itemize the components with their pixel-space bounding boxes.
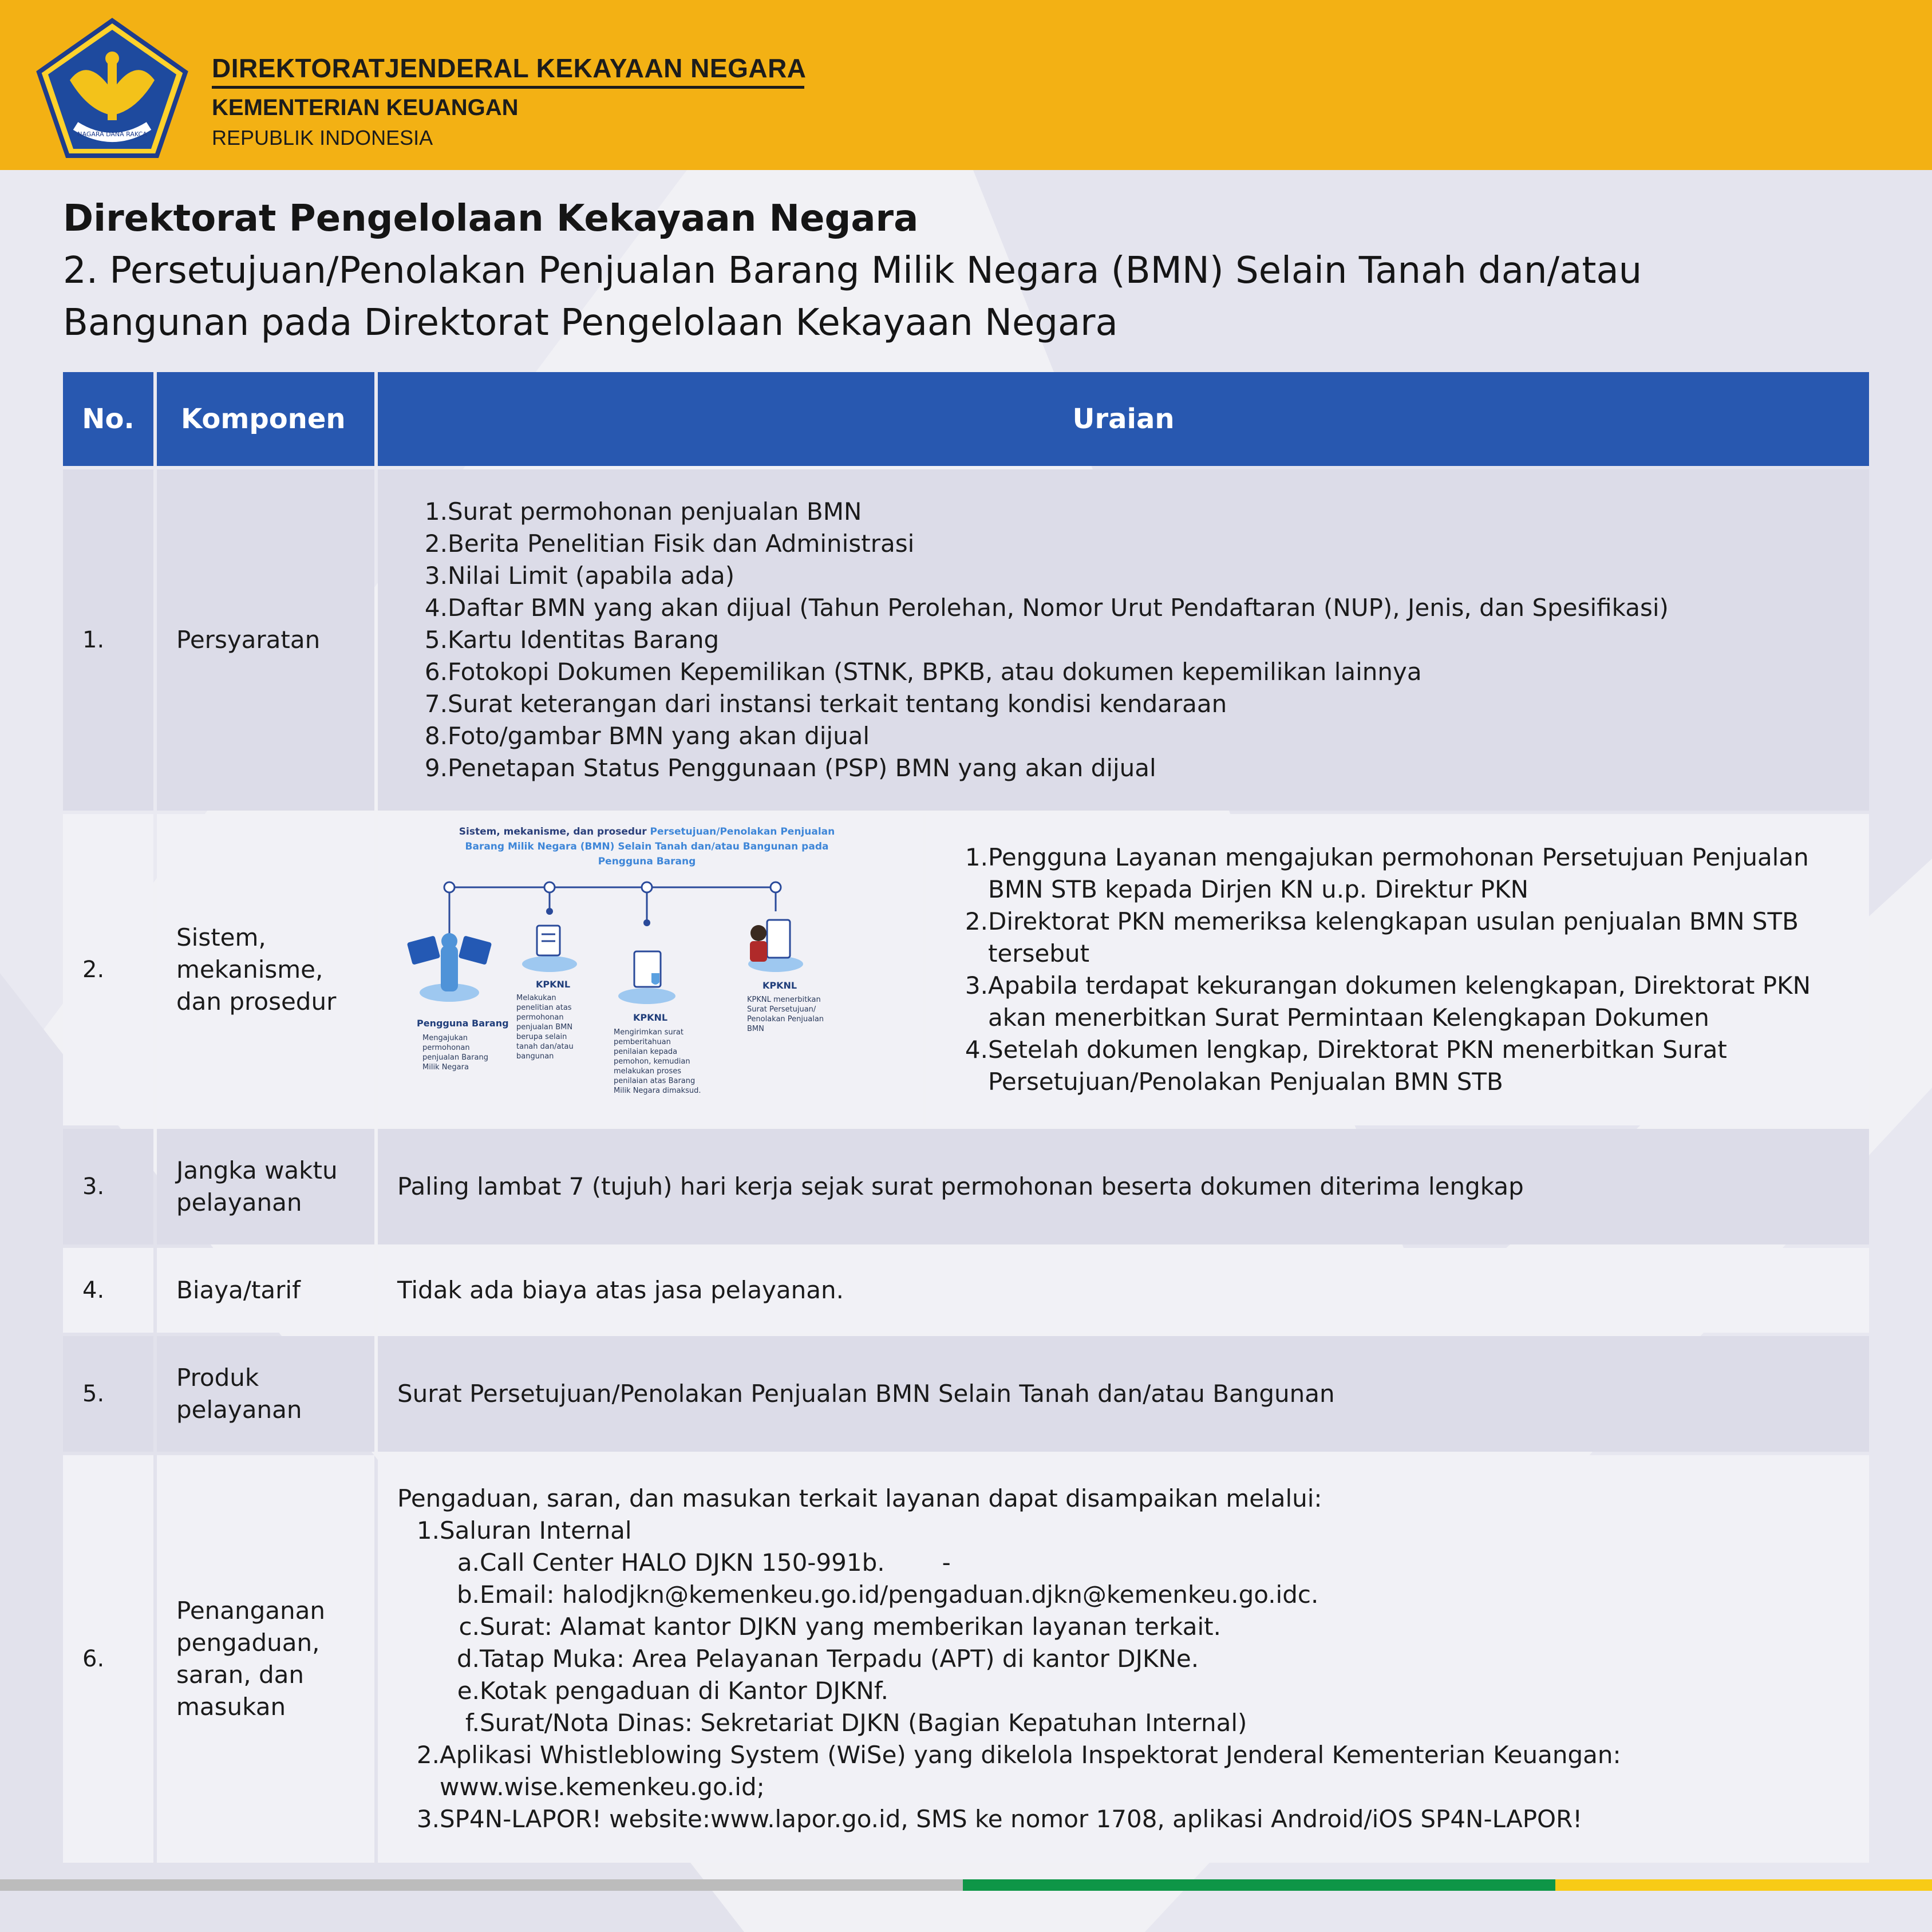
service-table [63,372,1869,1863]
list-item: b. Email: halodjkn@kemenkeu.go.id/pengaduan.djkn@kemenkeu.go.idc. [456,1581,1319,1609]
row-number: 5. [63,1336,153,1452]
complaint-channels [397,1483,1621,1835]
list-item: 5. Kartu Identitas Barang [424,626,720,654]
row-number: 2. [63,814,153,1125]
list-item: 9. Penetapan Status Penggunaan (PSP) BMN yang akan dijual [424,754,1156,782]
step2-label: KPKNL [536,979,571,990]
footer-bar-green [963,1879,1555,1891]
list-item: 8. Foto/gambar BMN yang akan dijual [424,722,870,750]
row-number: 3. [63,1129,153,1244]
step1-label: Pengguna Barang [417,1018,509,1029]
step1-text: Mengajukan permohonan penjualan Barang Milik Negara [422,1034,488,1072]
process-diagram [378,814,923,1125]
diagram-title: Sistem, mekanisme, dan prosedur Persetujuan/Penolakan Penjualan Barang Milik Negara (BMN) Selain Tanah dan/atau Bangunan pada Pengguna Barang [459,826,835,867]
row-komponen: Penanganan pengaduan, saran, dan masukan [157,1455,374,1863]
list-item: 1. Saluran Internal [416,1516,632,1544]
header-uraian: Uraian [378,372,1869,466]
procedure-list [926,814,1869,1125]
row-uraian: Surat Persetujuan/Penolakan Penjualan BMN Selain Tanah dan/atau Bangunan [378,1336,1869,1452]
org-name-underline [212,86,804,89]
row-uraian: Paling lambat 7 (tujuh) hari kerja sejak surat permohonan beserta dokumen diterima lengkap [378,1129,1869,1244]
org-name-line2: KEMENTERIAN KEUANGAN [212,95,519,120]
requirements-list [397,496,1669,784]
list-item: 3. Apabila terdapat kekurangan dokumen kelengkapan, Direktorat PKN akan menerbitkan Surat Permintaan Kelengkapan Dokumen [965,971,1811,1032]
row-uraian [378,814,1869,1125]
table-header-row [63,372,1869,466]
step3-label: KPKNL [633,1012,668,1023]
row-uraian [378,469,1869,811]
complaint-intro: Pengaduan, saran, dan masukan terkait layanan dapat disampaikan melalui: [397,1484,1322,1512]
row-komponen: Jangka waktu pelayanan [157,1129,374,1244]
list-item: e. Kotak pengaduan di Kantor DJKNf. [457,1677,888,1705]
kemenkeu-logo [35,17,189,159]
list-item: 1. Pengguna Layanan mengajukan permohonan Persetujuan Penjualan BMN STB kepada Dirjen KN u.p. Direktur PKN [965,843,1809,903]
row-uraian: Tidak ada biaya atas jasa pelayanan. [378,1248,1869,1333]
header-banner [0,0,1932,170]
list-item: 4. Setelah dokumen lengkap, Direktorat PKN menerbitkan Surat Persetujuan/Penolakan Penjualan BMN STB [965,1036,1727,1096]
row-komponen: Persyaratan [157,469,374,811]
page-title: Direktorat Pengelolaan Kekayaan Negara [63,197,919,240]
row-komponen: Produk pelayanan [157,1336,374,1452]
step2-text: Melakukan penelitian atas permohonan penjualan BMN berupa selain tanah dan/atau bangunan [516,994,574,1061]
table-row [63,469,1869,811]
row-number: 6. [63,1455,153,1863]
wise-url[interactable]: www.wise.kemenkeu.go.id; [440,1773,765,1801]
list-item: 3. Nilai Limit (apabila ada) [424,562,735,590]
footer-bar-yellow [1555,1879,1932,1891]
list-item: a. Call Center HALO DJKN 150-991b. - [457,1548,951,1577]
row-number: 1. [63,469,153,811]
list-item: 2. Direktorat PKN memeriksa kelengkapan usulan penjualan BMN STB tersebut [965,907,1799,967]
table-row [63,814,1869,1125]
step4-text: KPKNL menerbitkan Surat Persetujuan/ Penolakan Penjualan BMN [747,995,824,1033]
list-item: 7. Surat keterangan dari instansi terkait tentang kondisi kendaraan [424,690,1227,718]
row-number: 4. [63,1248,153,1333]
step4-label: KPKNL [762,980,797,991]
header-komponen: Komponen [157,372,374,466]
row-uraian [378,1455,1869,1863]
row-komponen: Sistem, mekanisme, dan prosedur [157,814,374,1125]
table-row [63,1336,1869,1452]
list-item: f. Surat/Nota Dinas: Sekretariat DJKN (Bagian Kepatuhan Internal) [465,1709,1247,1737]
row-komponen: Biaya/tarif [157,1248,374,1333]
org-name-line3: REPUBLIK INDONESIA [212,126,433,149]
logo-text: NAGARA DANA RAKCA [77,131,147,138]
list-item: 6. Fotokopi Dokumen Kepemilikan (STNK, BPKB, atau dokumen kepemilikan lainnya [424,658,1422,686]
footer-bar-gray [0,1879,963,1891]
table-row [63,1455,1869,1863]
table-row [63,1129,1869,1244]
list-item: 3. SP4N-LAPOR! website:www.lapor.go.id, SMS ke nomor 1708, aplikasi Android/iOS SP4N-LAPOR! [416,1805,1583,1833]
list-item: 1. Surat permohonan penjualan BMN [424,497,862,526]
header-no: No. [63,372,153,466]
table-row [63,1248,1869,1333]
list-item: 4. Daftar BMN yang akan dijual (Tahun Perolehan, Nomor Urut Pendaftaran (NUP), Jenis, dan Spesifikasi) [424,594,1669,622]
list-item: c. Surat: Alamat kantor DJKN yang memberikan layanan terkait. [459,1613,1221,1641]
list-item: 2. Aplikasi Whistleblowing System (WiSe) yang dikelola Inspektorat Jenderal Kementerian Keuangan: www.wise.kemenkeu.go.id; [416,1741,1621,1801]
page-subtitle: 2. Persetujuan/Penolakan Penjualan Barang Milik Negara (BMN) Selain Tanah dan/atau Bangunan pada Direktorat Pengelolaan Kekayaan Negara [63,250,1642,344]
step3-text: Mengirimkan surat pemberitahuan penilaian kepada pemohon, kemudian melakukan proses penilaian atas Barang Milik Negara dimaksud. [614,1028,701,1095]
list-item: 2. Berita Penelitian Fisik dan Administrasi [424,530,915,558]
org-name-line1: DIREKTORATJENDERAL KEKAYAAN NEGARA [212,53,807,83]
list-item: d. Tatap Muka: Area Pelayanan Terpadu (APT) di kantor DJKNe. [456,1645,1199,1673]
